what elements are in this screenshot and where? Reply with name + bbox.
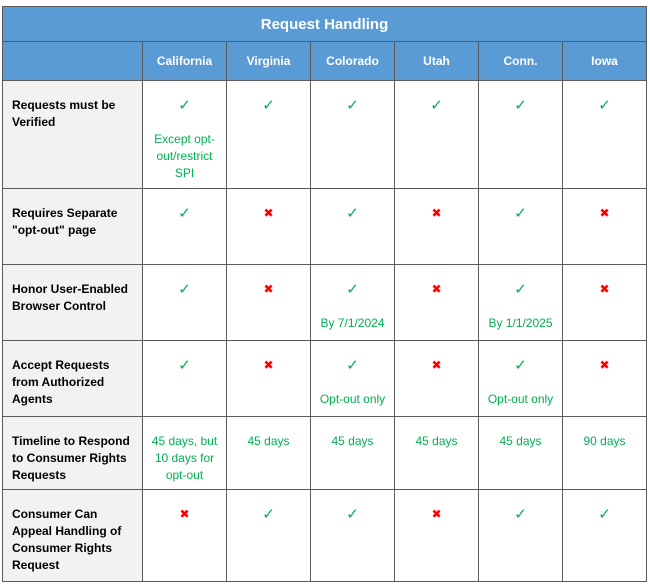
cell-text: 45 days (415, 434, 458, 448)
table-cell (563, 417, 647, 490)
check-icon: ✓ (178, 97, 191, 114)
state-header-utah: Utah (395, 42, 479, 81)
table-cell (311, 341, 395, 417)
table-cell (311, 189, 395, 265)
table-cell (395, 265, 479, 341)
cross-icon: ✖ (431, 507, 442, 521)
table-cell (143, 265, 227, 341)
row-label: Accept Requests from Authorized Agents (3, 341, 143, 417)
table-cell (143, 417, 227, 490)
check-icon: ✓ (430, 97, 443, 114)
cross-icon: ✖ (599, 206, 610, 220)
table-cell (143, 189, 227, 265)
check-icon: ✓ (514, 205, 527, 222)
check-icon: ✓ (262, 506, 275, 523)
table-row (3, 490, 647, 582)
state-header-conn: Conn. (479, 42, 563, 81)
row-label: Timeline to Respond to Consumer Rights Requests (3, 417, 143, 490)
table-cell (227, 341, 311, 417)
table-cell (227, 265, 311, 341)
cross-icon: ✖ (599, 282, 610, 296)
state-header-california: California (143, 42, 227, 81)
cell-note: Except opt-out/restrict SPI (154, 132, 215, 180)
row-label: Requests must be Verified (3, 81, 143, 189)
cross-icon: ✖ (431, 282, 442, 296)
table-cell (563, 189, 647, 265)
table-cell (395, 81, 479, 189)
table-cell (227, 81, 311, 189)
state-header-row (3, 42, 647, 81)
table-cell (563, 341, 647, 417)
table-cell (563, 81, 647, 189)
check-icon: ✓ (598, 506, 611, 523)
row-label: Requires Separate "opt-out" page (3, 189, 143, 265)
cross-icon: ✖ (431, 206, 442, 220)
table-cell (395, 189, 479, 265)
cross-icon: ✖ (431, 358, 442, 372)
state-header-colorado: Colorado (311, 42, 395, 81)
check-icon: ✓ (178, 357, 191, 374)
table-cell (311, 490, 395, 582)
cross-icon: ✖ (599, 358, 610, 372)
cell-text: 45 days (331, 434, 374, 448)
cell-text: 45 days (247, 434, 290, 448)
table-cell (311, 417, 395, 490)
check-icon: ✓ (346, 357, 359, 374)
table-cell (227, 189, 311, 265)
table-title: Request Handling (3, 7, 647, 42)
table-cell (395, 490, 479, 582)
state-header-iowa: Iowa (563, 42, 647, 81)
check-icon: ✓ (514, 281, 527, 298)
table-cell (227, 490, 311, 582)
table-row (3, 81, 647, 189)
cell-text: 45 days (499, 434, 542, 448)
cell-note: Opt-out only (487, 392, 554, 406)
check-icon: ✓ (178, 205, 191, 222)
table-row (3, 189, 647, 265)
table-cell (143, 81, 227, 189)
check-icon: ✓ (346, 97, 359, 114)
cross-icon: ✖ (179, 507, 190, 521)
table-cell (395, 417, 479, 490)
table-cell (479, 81, 563, 189)
check-icon: ✓ (178, 281, 191, 298)
row-label: Honor User-Enabled Browser Control (3, 265, 143, 341)
check-icon: ✓ (346, 506, 359, 523)
table-cell (479, 490, 563, 582)
table-cell (479, 341, 563, 417)
table-cell (227, 417, 311, 490)
check-icon: ✓ (262, 97, 275, 114)
cross-icon: ✖ (263, 206, 274, 220)
check-icon: ✓ (598, 97, 611, 114)
table-cell (563, 265, 647, 341)
cell-text: 45 days, but 10 days for opt-out (151, 434, 218, 482)
table-body (3, 81, 647, 582)
check-icon: ✓ (514, 506, 527, 523)
cell-note: By 1/1/2025 (488, 316, 553, 330)
cross-icon: ✖ (263, 282, 274, 296)
table-cell (395, 341, 479, 417)
table-cell (479, 265, 563, 341)
cell-note: By 7/1/2024 (320, 316, 385, 330)
table-cell (479, 189, 563, 265)
row-label: Consumer Can Appeal Handling of Consumer Rights Request (3, 490, 143, 582)
corner-header-cell (3, 42, 143, 81)
table-row (3, 417, 647, 490)
cross-icon: ✖ (263, 358, 274, 372)
table-cell (311, 265, 395, 341)
cell-text: 90 days (583, 434, 626, 448)
table-row (3, 341, 647, 417)
check-icon: ✓ (346, 205, 359, 222)
table-cell (143, 341, 227, 417)
request-handling-table (2, 6, 647, 582)
table-cell (311, 81, 395, 189)
cell-note: Opt-out only (319, 392, 386, 406)
check-icon: ✓ (514, 97, 527, 114)
state-header-virginia: Virginia (227, 42, 311, 81)
table-cell (143, 490, 227, 582)
check-icon: ✓ (346, 281, 359, 298)
table-row (3, 265, 647, 341)
table-cell (563, 490, 647, 582)
check-icon: ✓ (514, 357, 527, 374)
table-cell (479, 417, 563, 490)
